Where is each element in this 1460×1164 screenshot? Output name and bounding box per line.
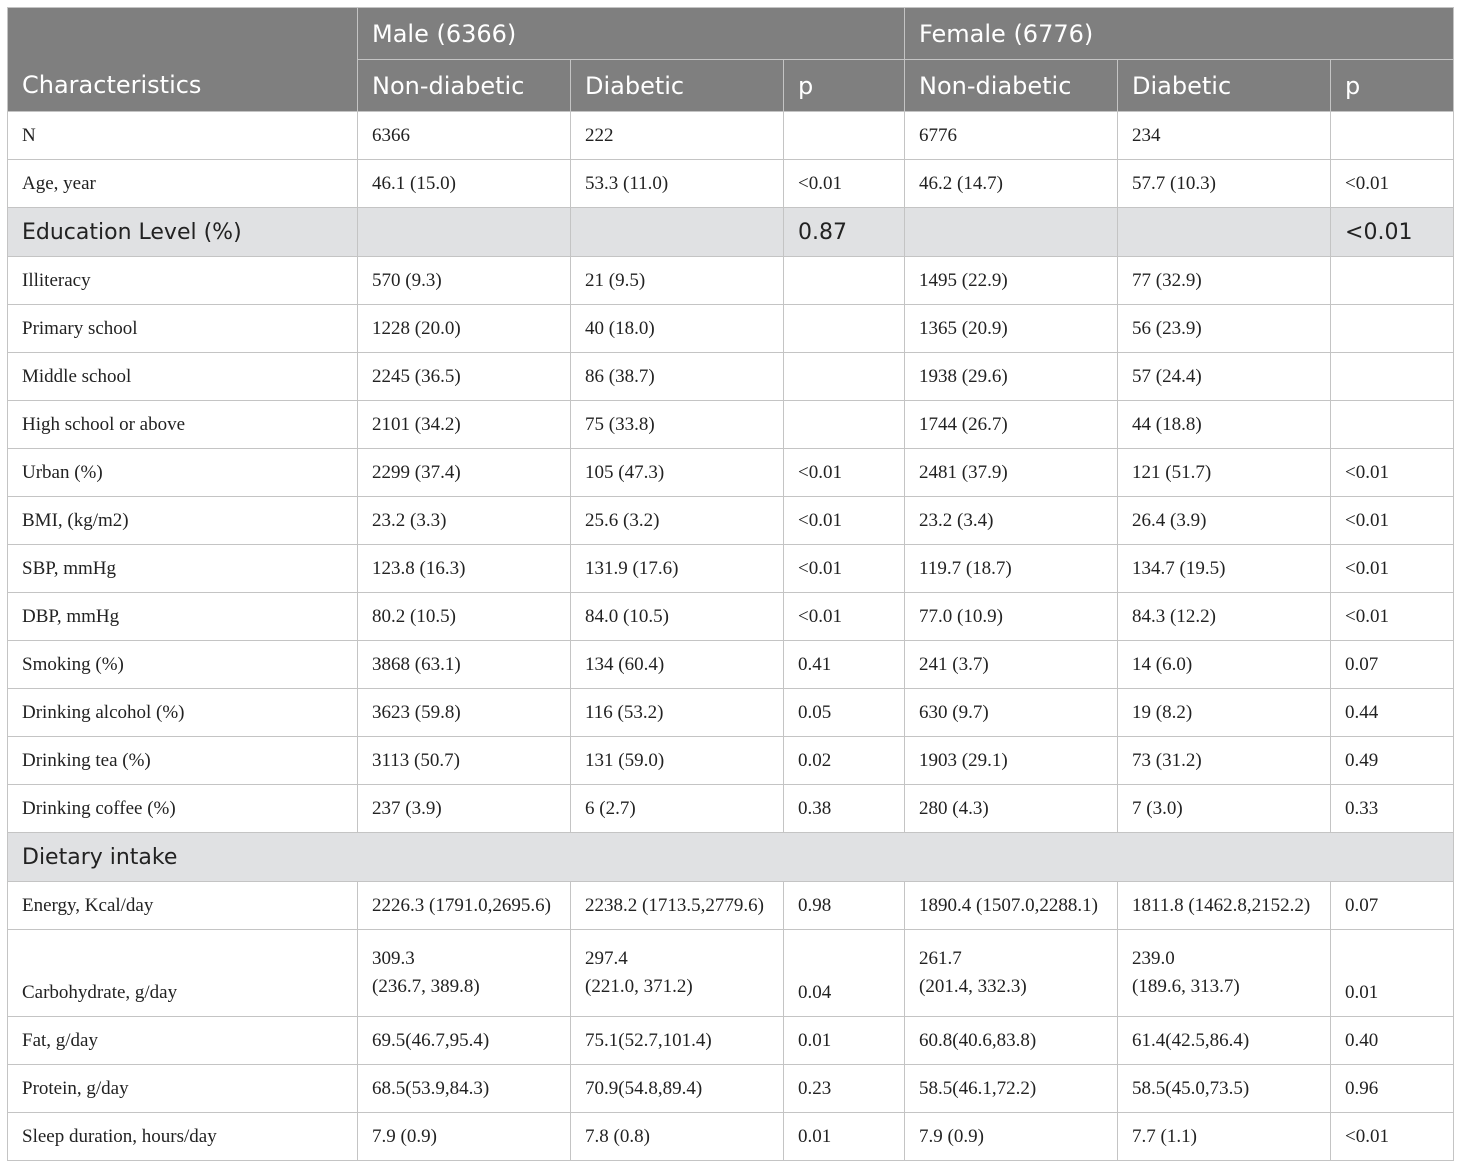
row-label: Drinking coffee (%) xyxy=(8,785,358,833)
female-p-header: p xyxy=(1331,60,1454,112)
female-diabetic-cell: 73 (31.2) xyxy=(1118,737,1331,785)
table-row xyxy=(8,641,1454,689)
female-diabetic-cell: 234 xyxy=(1118,112,1331,160)
median-value: 309.3 xyxy=(372,948,415,969)
table-row xyxy=(8,882,1454,930)
male-p-cell xyxy=(784,353,905,401)
female-nondiabetic-cell: 6776 xyxy=(905,112,1118,160)
female-diabetic-cell: 61.4(42.5,86.4) xyxy=(1118,1017,1331,1065)
female-p-cell: <0.01 xyxy=(1331,160,1454,208)
male-p-cell: 0.01 xyxy=(784,1017,905,1065)
table-row xyxy=(8,593,1454,641)
female-p-cell: <0.01 xyxy=(1331,449,1454,497)
female-p-cell xyxy=(1331,353,1454,401)
male-p-cell xyxy=(784,257,905,305)
table-row xyxy=(8,545,1454,593)
table-row xyxy=(8,305,1454,353)
table-row xyxy=(8,257,1454,305)
row-label: Age, year xyxy=(8,160,358,208)
male-diabetic-cell: 2238.2 (1713.5,2779.6) xyxy=(571,882,784,930)
female-diabetic-cell: 26.4 (3.9) xyxy=(1118,497,1331,545)
female-diabetic-cell: 7 (3.0) xyxy=(1118,785,1331,833)
female-diabetic-cell: 56 (23.9) xyxy=(1118,305,1331,353)
male-diabetic-cell: 86 (38.7) xyxy=(571,353,784,401)
male-nondiabetic-cell: 80.2 (10.5) xyxy=(358,593,571,641)
male-diabetic-cell: 105 (47.3) xyxy=(571,449,784,497)
section-label: Dietary intake xyxy=(8,833,1454,882)
male-p-cell: <0.01 xyxy=(784,497,905,545)
table-row xyxy=(8,353,1454,401)
female-diabetic-cell: 57 (24.4) xyxy=(1118,353,1331,401)
female-diabetic-cell: 14 (6.0) xyxy=(1118,641,1331,689)
male-diabetic-header: Diabetic xyxy=(571,60,784,112)
male-group-header: Male (6366) xyxy=(358,8,905,60)
row-label: Drinking tea (%) xyxy=(8,737,358,785)
male-nondiabetic-cell: 69.5(46.7,95.4) xyxy=(358,1017,571,1065)
male-diabetic-cell: 131 (59.0) xyxy=(571,737,784,785)
table-row xyxy=(8,160,1454,208)
female-diabetic-cell: 1811.8 (1462.8,2152.2) xyxy=(1118,882,1331,930)
section-row-dietary xyxy=(8,833,1454,882)
male-diabetic-cell: 21 (9.5) xyxy=(571,257,784,305)
row-label: Urban (%) xyxy=(8,449,358,497)
female-p-cell: 0.07 xyxy=(1331,882,1454,930)
row-label: Protein, g/day xyxy=(8,1065,358,1113)
median-value: 261.7 xyxy=(919,948,962,969)
iqr-value: (201.4, 332.3) xyxy=(919,976,1027,997)
male-nondiabetic-header: Non-diabetic xyxy=(358,60,571,112)
male-diabetic-cell xyxy=(571,208,784,257)
female-p-cell: <0.01 xyxy=(1331,208,1454,257)
row-label: Drinking alcohol (%) xyxy=(8,689,358,737)
female-diabetic-cell: 84.3 (12.2) xyxy=(1118,593,1331,641)
male-diabetic-cell: 25.6 (3.2) xyxy=(571,497,784,545)
male-nondiabetic-cell: 3113 (50.7) xyxy=(358,737,571,785)
female-p-cell: 0.49 xyxy=(1331,737,1454,785)
female-diabetic-header: Diabetic xyxy=(1118,60,1331,112)
female-p-cell xyxy=(1331,305,1454,353)
table-row xyxy=(8,689,1454,737)
female-nondiabetic-cell: 1744 (26.7) xyxy=(905,401,1118,449)
female-nondiabetic-cell: 280 (4.3) xyxy=(905,785,1118,833)
characteristics-header: Characteristics xyxy=(8,8,358,112)
female-p-cell: <0.01 xyxy=(1331,497,1454,545)
male-nondiabetic-cell: 2226.3 (1791.0,2695.6) xyxy=(358,882,571,930)
table-row xyxy=(8,1065,1454,1113)
male-nondiabetic-cell: 3623 (59.8) xyxy=(358,689,571,737)
male-diabetic-cell: 116 (53.2) xyxy=(571,689,784,737)
male-nondiabetic-cell: 46.1 (15.0) xyxy=(358,160,571,208)
characteristics-table xyxy=(7,7,1454,1161)
male-p-cell: <0.01 xyxy=(784,593,905,641)
female-diabetic-cell: 121 (51.7) xyxy=(1118,449,1331,497)
male-p-cell: 0.98 xyxy=(784,882,905,930)
male-p-cell: 0.38 xyxy=(784,785,905,833)
male-diabetic-cell: 53.3 (11.0) xyxy=(571,160,784,208)
table-row xyxy=(8,497,1454,545)
female-diabetic-cell: 134.7 (19.5) xyxy=(1118,545,1331,593)
male-diabetic-cell: 6 (2.7) xyxy=(571,785,784,833)
male-nondiabetic-cell: 7.9 (0.9) xyxy=(358,1113,571,1161)
male-p-cell: <0.01 xyxy=(784,449,905,497)
female-nondiabetic-cell: 1495 (22.9) xyxy=(905,257,1118,305)
table-row xyxy=(8,1113,1454,1161)
row-label: Middle school xyxy=(8,353,358,401)
female-nondiabetic-cell: 241 (3.7) xyxy=(905,641,1118,689)
male-diabetic-cell: 134 (60.4) xyxy=(571,641,784,689)
row-label: SBP, mmHg xyxy=(8,545,358,593)
row-label: Education Level (%) xyxy=(8,208,358,257)
male-nondiabetic-cell: 68.5(53.9,84.3) xyxy=(358,1065,571,1113)
female-diabetic-cell: 77 (32.9) xyxy=(1118,257,1331,305)
male-p-cell xyxy=(784,112,905,160)
female-nondiabetic-cell: 630 (9.7) xyxy=(905,689,1118,737)
male-p-cell: 0.04 xyxy=(784,930,905,1017)
table-row xyxy=(8,449,1454,497)
female-nondiabetic-cell: 1938 (29.6) xyxy=(905,353,1118,401)
male-nondiabetic-cell: 123.8 (16.3) xyxy=(358,545,571,593)
male-p-cell: <0.01 xyxy=(784,545,905,593)
male-nondiabetic-cell: 2245 (36.5) xyxy=(358,353,571,401)
iqr-value: (236.7, 389.8) xyxy=(372,976,480,997)
male-nondiabetic-cell xyxy=(358,930,571,1017)
row-label: Fat, g/day xyxy=(8,1017,358,1065)
male-nondiabetic-cell: 23.2 (3.3) xyxy=(358,497,571,545)
female-nondiabetic-cell: 60.8(40.6,83.8) xyxy=(905,1017,1118,1065)
male-p-cell: 0.41 xyxy=(784,641,905,689)
female-p-cell: <0.01 xyxy=(1331,545,1454,593)
male-nondiabetic-cell: 3868 (63.1) xyxy=(358,641,571,689)
female-diabetic-cell xyxy=(1118,930,1331,1017)
female-diabetic-cell: 19 (8.2) xyxy=(1118,689,1331,737)
male-diabetic-cell xyxy=(571,930,784,1017)
row-label: N xyxy=(8,112,358,160)
female-nondiabetic-cell xyxy=(905,208,1118,257)
table-row xyxy=(8,785,1454,833)
female-nondiabetic-cell: 2481 (37.9) xyxy=(905,449,1118,497)
male-nondiabetic-cell: 6366 xyxy=(358,112,571,160)
female-nondiabetic-cell xyxy=(905,930,1118,1017)
female-diabetic-cell: 58.5(45.0,73.5) xyxy=(1118,1065,1331,1113)
female-p-cell: 0.44 xyxy=(1331,689,1454,737)
female-nondiabetic-cell: 58.5(46.1,72.2) xyxy=(905,1065,1118,1113)
female-p-cell xyxy=(1331,401,1454,449)
median-value: 239.0 xyxy=(1132,948,1175,969)
female-nondiabetic-cell: 46.2 (14.7) xyxy=(905,160,1118,208)
female-diabetic-cell xyxy=(1118,208,1331,257)
row-label: Primary school xyxy=(8,305,358,353)
male-p-cell: 0.23 xyxy=(784,1065,905,1113)
female-p-cell: <0.01 xyxy=(1331,1113,1454,1161)
iqr-value: (221.0, 371.2) xyxy=(585,976,693,997)
female-p-cell: 0.40 xyxy=(1331,1017,1454,1065)
row-label: BMI, (kg/m2) xyxy=(8,497,358,545)
female-nondiabetic-cell: 1903 (29.1) xyxy=(905,737,1118,785)
female-nondiabetic-cell: 1890.4 (1507.0,2288.1) xyxy=(905,882,1118,930)
male-diabetic-cell: 70.9(54.8,89.4) xyxy=(571,1065,784,1113)
row-label: Sleep duration, hours/day xyxy=(8,1113,358,1161)
female-diabetic-cell: 57.7 (10.3) xyxy=(1118,160,1331,208)
male-p-cell: 0.02 xyxy=(784,737,905,785)
female-nondiabetic-cell: 119.7 (18.7) xyxy=(905,545,1118,593)
section-row-education xyxy=(8,208,1454,257)
female-nondiabetic-header: Non-diabetic xyxy=(905,60,1118,112)
row-label: Energy, Kcal/day xyxy=(8,882,358,930)
row-label: Smoking (%) xyxy=(8,641,358,689)
table-row xyxy=(8,737,1454,785)
table-row xyxy=(8,930,1454,1017)
female-diabetic-cell: 7.7 (1.1) xyxy=(1118,1113,1331,1161)
male-diabetic-cell: 131.9 (17.6) xyxy=(571,545,784,593)
male-nondiabetic-cell: 237 (3.9) xyxy=(358,785,571,833)
row-label: DBP, mmHg xyxy=(8,593,358,641)
female-nondiabetic-cell: 23.2 (3.4) xyxy=(905,497,1118,545)
male-diabetic-cell: 222 xyxy=(571,112,784,160)
female-group-header: Female (6776) xyxy=(905,8,1454,60)
female-p-cell xyxy=(1331,112,1454,160)
male-p-cell xyxy=(784,401,905,449)
male-nondiabetic-cell: 2101 (34.2) xyxy=(358,401,571,449)
male-p-cell: <0.01 xyxy=(784,160,905,208)
female-p-cell: 0.01 xyxy=(1331,930,1454,1017)
female-diabetic-cell: 44 (18.8) xyxy=(1118,401,1331,449)
male-p-header: p xyxy=(784,60,905,112)
female-nondiabetic-cell: 7.9 (0.9) xyxy=(905,1113,1118,1161)
male-nondiabetic-cell: 2299 (37.4) xyxy=(358,449,571,497)
male-diabetic-cell: 40 (18.0) xyxy=(571,305,784,353)
male-p-cell xyxy=(784,305,905,353)
female-p-cell: <0.01 xyxy=(1331,593,1454,641)
female-p-cell: 0.33 xyxy=(1331,785,1454,833)
female-p-cell: 0.96 xyxy=(1331,1065,1454,1113)
iqr-value: (189.6, 313.7) xyxy=(1132,976,1240,997)
male-nondiabetic-cell: 1228 (20.0) xyxy=(358,305,571,353)
female-p-cell xyxy=(1331,257,1454,305)
male-p-cell: 0.05 xyxy=(784,689,905,737)
male-nondiabetic-cell xyxy=(358,208,571,257)
row-label: Carbohydrate, g/day xyxy=(8,930,358,1017)
female-p-cell: 0.07 xyxy=(1331,641,1454,689)
male-diabetic-cell: 84.0 (10.5) xyxy=(571,593,784,641)
male-p-cell: 0.87 xyxy=(784,208,905,257)
table-row xyxy=(8,1017,1454,1065)
female-nondiabetic-cell: 77.0 (10.9) xyxy=(905,593,1118,641)
row-label: Illiteracy xyxy=(8,257,358,305)
row-label: High school or above xyxy=(8,401,358,449)
female-nondiabetic-cell: 1365 (20.9) xyxy=(905,305,1118,353)
male-p-cell: 0.01 xyxy=(784,1113,905,1161)
table-row xyxy=(8,401,1454,449)
male-diabetic-cell: 75 (33.8) xyxy=(571,401,784,449)
male-diabetic-cell: 75.1(52.7,101.4) xyxy=(571,1017,784,1065)
male-nondiabetic-cell: 570 (9.3) xyxy=(358,257,571,305)
male-diabetic-cell: 7.8 (0.8) xyxy=(571,1113,784,1161)
table-row xyxy=(8,112,1454,160)
median-value: 297.4 xyxy=(585,948,628,969)
